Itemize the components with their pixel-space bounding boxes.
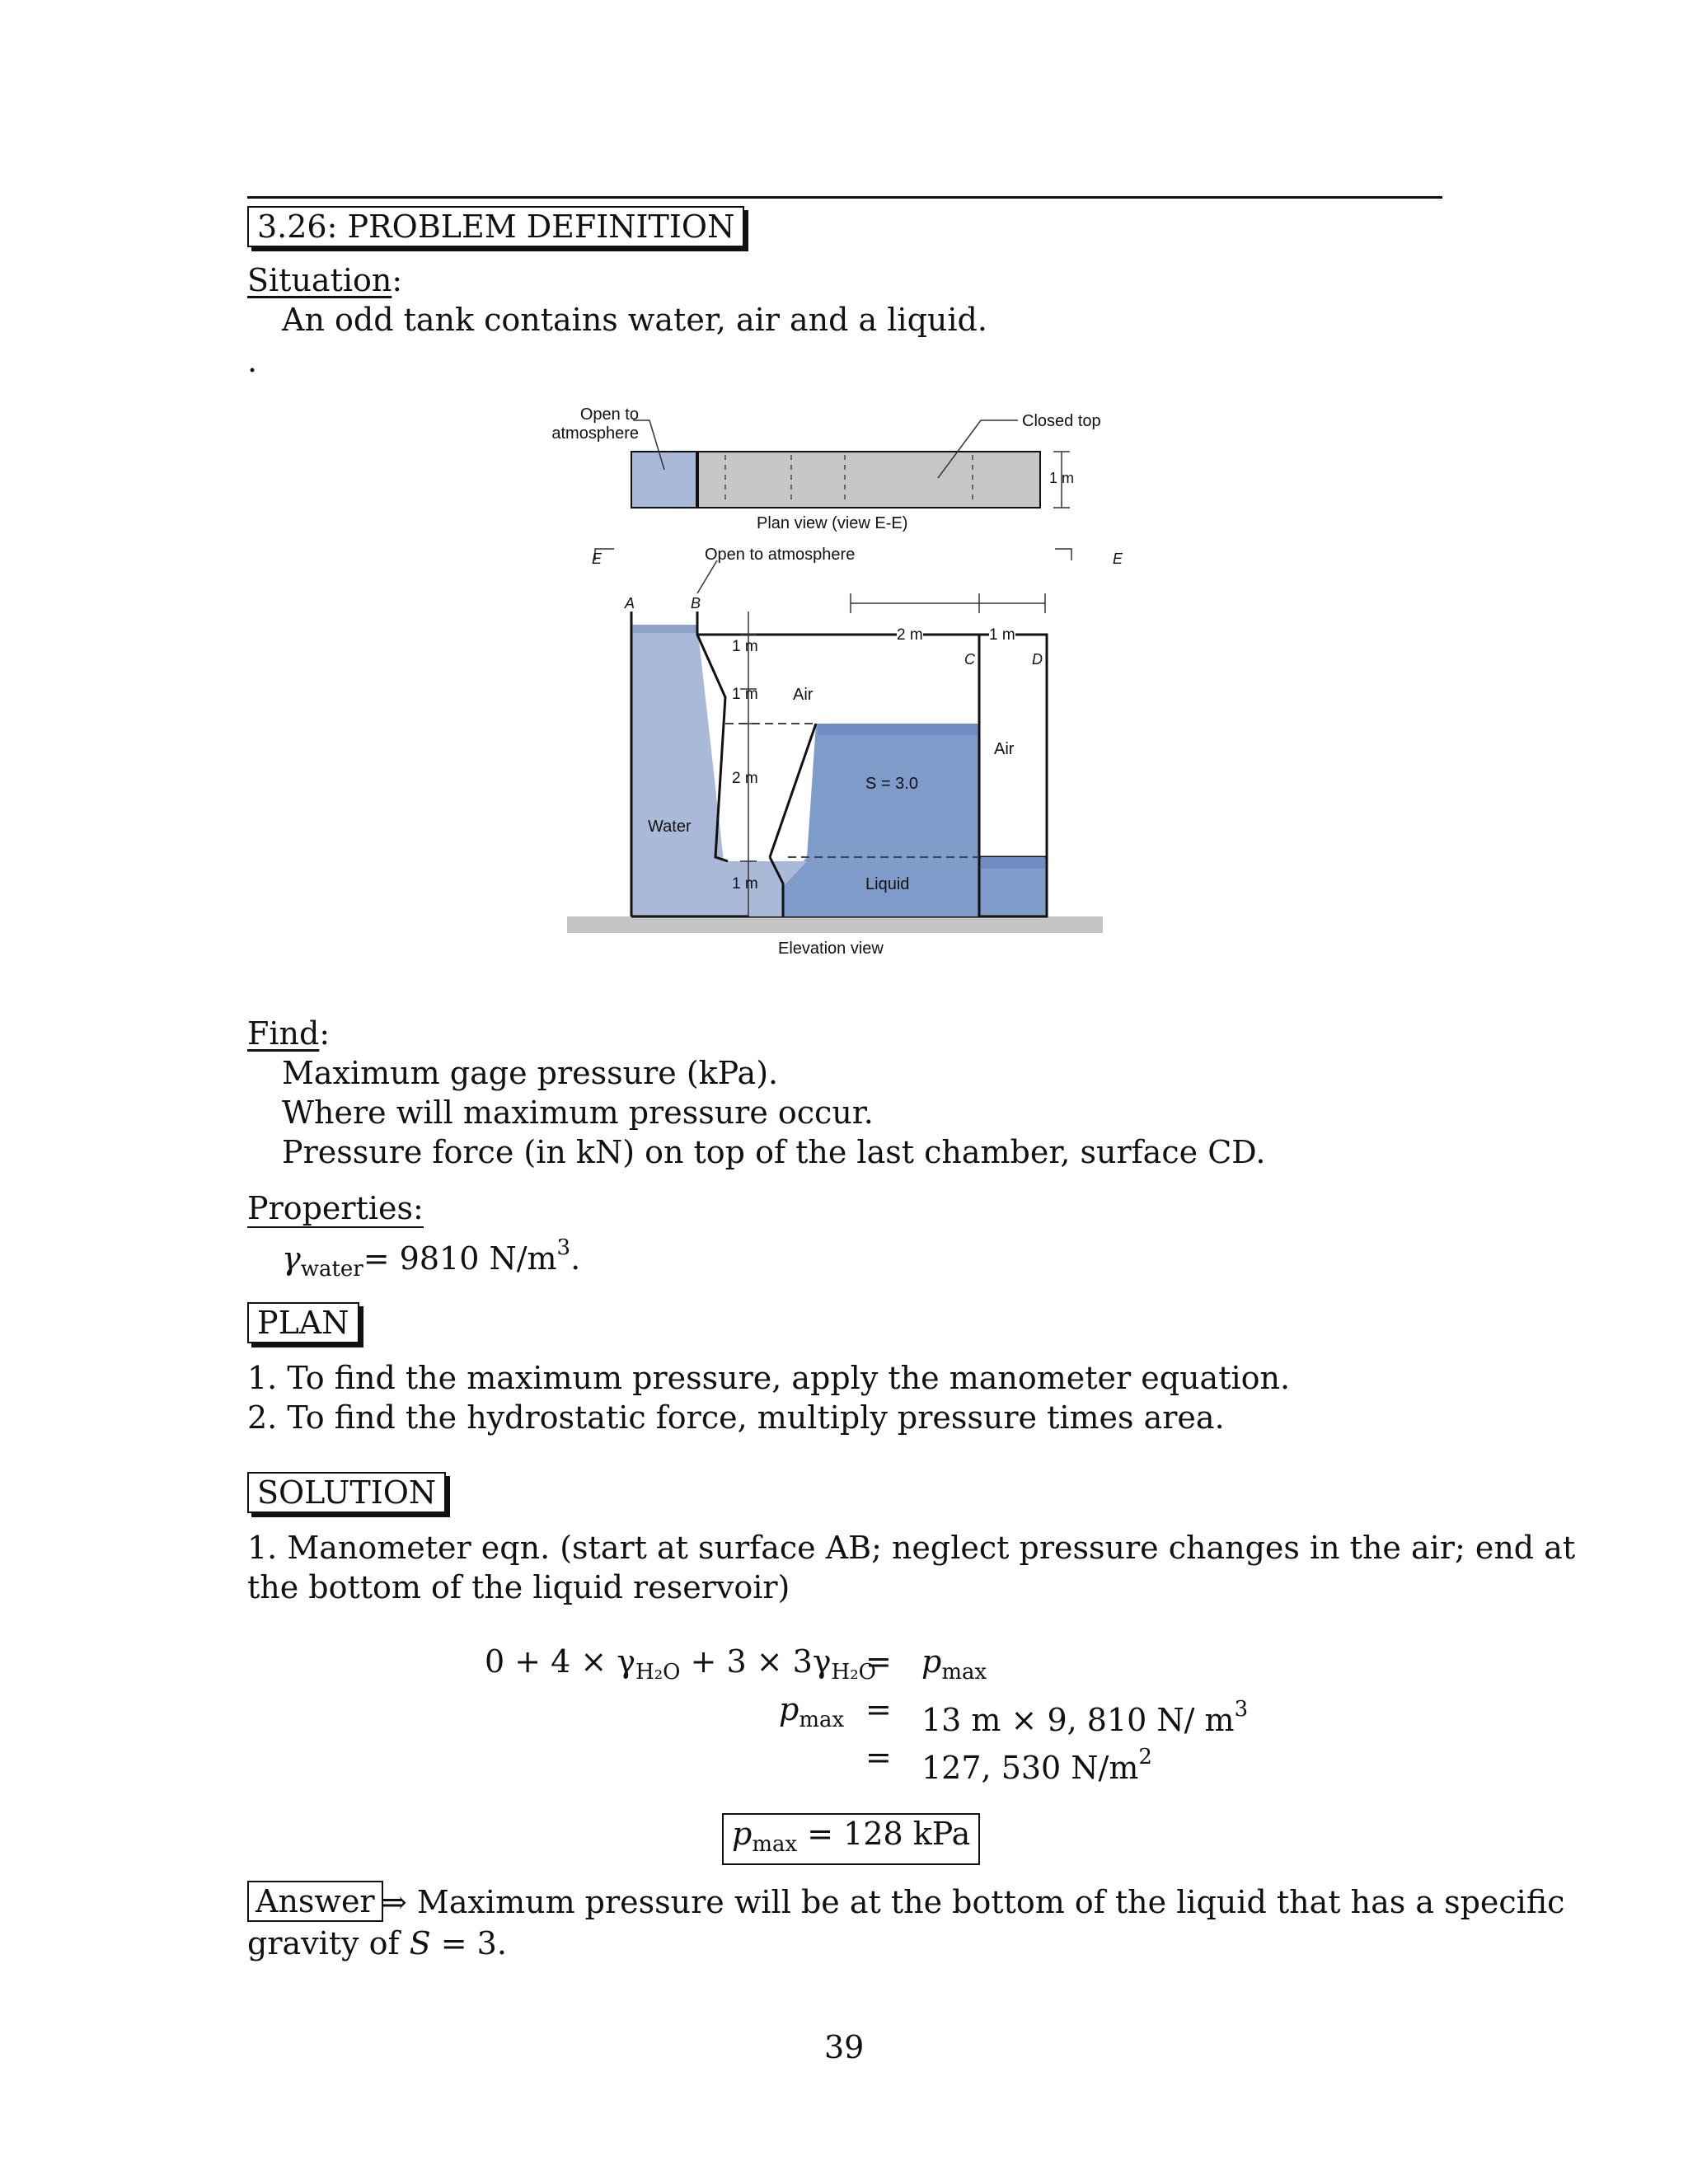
solution-heading: SOLUTION [257, 1474, 437, 1511]
eq-row-2-right: 13 m × 9, 810 N/ $m^3$ [921, 1697, 1249, 1738]
label-C: C [964, 651, 975, 668]
find-item-2: Where will maximum pressure occur. [282, 1094, 874, 1131]
find-item-1: Maximum gage pressure (kPa). [282, 1055, 779, 1091]
label-E-left: E [592, 551, 603, 567]
situation-heading: Situation [247, 262, 392, 298]
label-dim-2m-side: 2 m [732, 770, 758, 787]
plan-open-section [631, 452, 697, 508]
solution-line-2: the bottom of the liquid reservoir) [247, 1569, 790, 1605]
gamma-value: = 9810 N/m [363, 1240, 557, 1277]
situation-text: An odd tank contains water, air and a liquid. [282, 302, 987, 338]
eq-row-1-right: $p_{max}$ [921, 1643, 987, 1685]
label-dim-1m-top: 1 m [989, 626, 1015, 644]
problem-title-box [247, 206, 744, 247]
stray-dot: . [247, 343, 258, 379]
label-E-right: E [1113, 551, 1123, 567]
label-dim-2m-top: 2 m [897, 626, 923, 644]
result-value: = 128 kPa [807, 1816, 971, 1852]
eq-row-3-sign: = [865, 1739, 892, 1775]
solution-line-1: 1. Manometer eqn. (start at surface AB; neglect pressure changes in the air; end at [247, 1530, 1576, 1566]
label-s-value: S = 3.0 [865, 775, 918, 793]
eq-row-3-right: 127, 530 $N/m^2$ [921, 1745, 1152, 1786]
label-dim-1m-c: 1 m [732, 875, 758, 893]
answer-line-2: gravity of S = 3. [247, 1925, 507, 1961]
problem-title: 3.26: PROBLEM DEFINITION [257, 209, 735, 245]
top-rule [247, 196, 1442, 199]
properties-heading: Properties [247, 1190, 414, 1226]
solution-heading-box [247, 1472, 446, 1513]
label-plan-1m: 1 m [1049, 470, 1075, 486]
label-dim-1m-a: 1 m [732, 638, 758, 655]
answer-label: Answer [256, 1883, 375, 1919]
gamma-exponent: 3 [556, 1235, 571, 1260]
plan-item-2: 2. To find the hydrostatic force, multiply pressure times area. [247, 1399, 1225, 1436]
situation-heading-row: Situation: [247, 262, 403, 298]
properties-gamma-row: $\gamma_{water}= 9810$ $N/m^3$. [282, 1235, 581, 1282]
eq-row-2-sign: = [865, 1691, 892, 1727]
label-water: Water [648, 818, 692, 836]
label-elevation-view: Elevation view [778, 940, 884, 958]
label-open-to-atm-elev: Open to atmosphere [705, 546, 856, 564]
label-closed-top: Closed top [1022, 412, 1101, 430]
label-air-2: Air [994, 740, 1015, 758]
plan-heading: PLAN [257, 1305, 349, 1341]
eq-row-2-left: $p_{max}$ [779, 1691, 845, 1732]
eq-row-1-sign: = [865, 1643, 892, 1680]
label-open-to-atm-plan: Open to atmosphere [551, 405, 639, 443]
result-box: $p_{max} = 128$ kPa [722, 1813, 980, 1865]
plan-heading-box [247, 1302, 359, 1343]
answer-text: ⇒ Maximum pressure will be at the bottom of the liquid that has a specific [381, 1884, 1565, 1920]
eq-row-1-left: $0 + 4 \times \gamma_{H_2O} + 3 \times 3\gamma_{H_2O}$ [485, 1643, 876, 1685]
gamma-symbol: γ [282, 1240, 301, 1277]
label-B: B [691, 595, 701, 612]
label-D: D [1032, 651, 1043, 668]
find-heading: Find [247, 1015, 320, 1052]
label-air-1: Air [793, 686, 814, 704]
page-number: 39 [824, 2029, 865, 2065]
plan-item-1: 1. To find the maximum pressure, apply the manometer equation. [247, 1360, 1291, 1396]
find-heading-row: Find: [247, 1015, 331, 1052]
label-A: A [625, 595, 635, 612]
gamma-subscript: water [300, 1257, 363, 1282]
tank-diagram [544, 396, 1121, 972]
label-plan-view: Plan view (view E-E) [757, 514, 908, 532]
answer-label-box [247, 1881, 383, 1922]
label-dim-1m-b: 1 m [732, 686, 758, 703]
plan-closed-section [697, 452, 1040, 508]
find-item-3: Pressure force (in kN) on top of the last chamber, surface CD. [282, 1134, 1266, 1170]
properties-heading-row: Properties: [247, 1190, 424, 1226]
label-liquid: Liquid [865, 875, 910, 893]
